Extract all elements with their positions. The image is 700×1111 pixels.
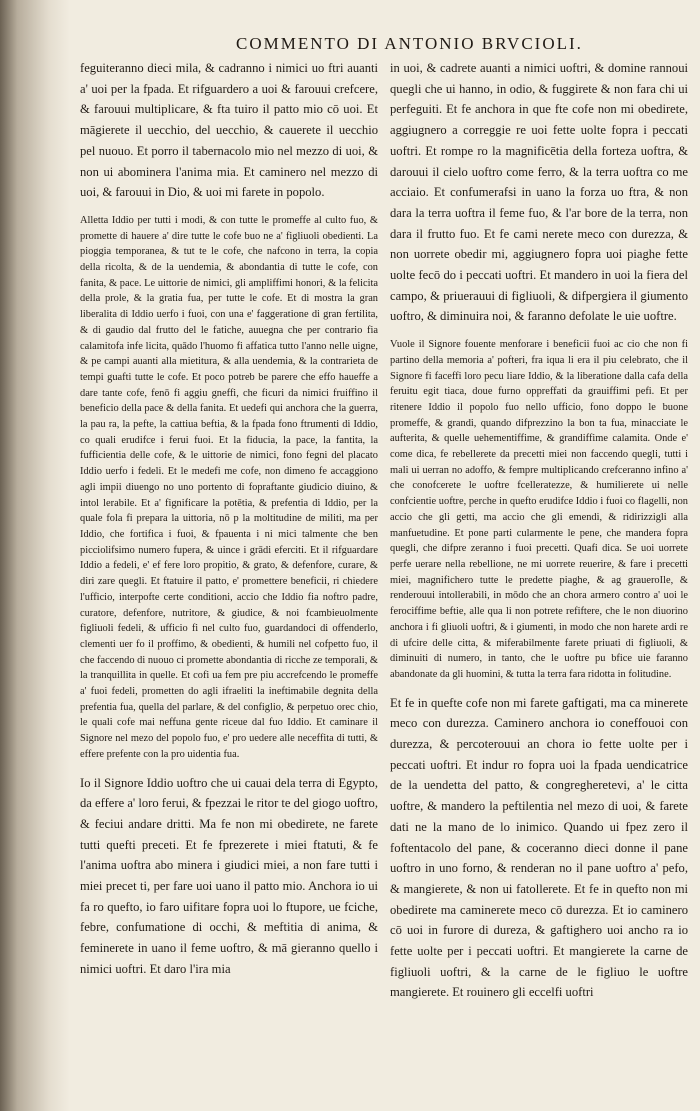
scripture-paragraph: Io il Signore Iddio uoftro che ui cauai dela terra di Egypto, da effere a' loro ferui, & fpezzai le ritor te del giogo uoftro, & feciui andare dritti. Ma fe non mi obedirete, ne farete tutti quefti preceti. Et fe fprezerete i miei ftatuti, & fe l'anima uoftra abo minera i giudici miei, a non fare tutti i miei precet ti, per fare uoi uano il patto mio. Anchora io ui fa ro quefto, io faro uifitare fopra uoi lo ftupore, ue fciche, febre, confumatione di occhi, & meftitia di anima, & feminerete in uano il feme uoftro, & mā gieranno quello i nimici uoftri. Et daro l'ira mia: [80, 775, 378, 976]
text-columns: [80, 58, 688, 1091]
running-head: COMMENTO DI ANTONIO BRVCIOLI.: [236, 34, 583, 53]
right-column: [390, 58, 688, 1091]
scripture-paragraph: Et fe in quefte cofe non mi farete gaftigati, ma ca minerete meco con durezza. Caminero anchora io coneffouoi con durezza, & percoterouui an chora io fette uolte per i peccati uoftri. Et indur ro fopra uoi la fpada uendicatrice de la uendetta del patto, & congregheretevi, a' le citta uoftre, & mandero la peftilentia nel mezo di uoi, & farete dati ne la mano de lo inimico. Quando ui fpez zero il foftentacolo del pane, & coceranno dieci donne il pane uoftro in uno forno, & renderan no il pane uoftro a' pefo, & mangierete, & non ui fatollerete. Et fe in quefto non mi obedirete ma caminerete meco cō durezza. Et io caminero cō uoi in furore di dureza, & gaftighero uoi ancho ra io fette uolte per i peccati uoftri. Et mangierete la carne de figliuoli uoftri, & la carne de le figliuo le uoftre mangierete. Et rouinero gli eccelfi uoftri: [390, 695, 688, 1000]
left-column: [80, 58, 378, 1091]
commentary-paragraph: Vuole il Signore fouente menforare i beneficii fuoi ac cio che non fi partino della memoria a' pofteri, fra iqua li era il piu celebrato, che il Signore fi faceffi loro pecu liare Iddio, & la liberatione dalla cafa della feruitu egit tiaca, doue furno oppreffati da grauiffimi pefi. Et per ritenere Iddio il popolo fuo nello ufficio, fono doppo le buone promeffe, & grandi, quando difprezzino la bon ta fua, minacciate le aufterita, & quelle uehementiffime, & grandiffime calamita. Onde e' come dica, fe rebellerete da precetti miei non faccendo quegli, tutti i mali ui uerran no adoffo, & fempre multiplicando crefceranno infino a' che conofcerete le uoftre fcelleratezze, & humilierete ui nelle confcientie uoftre, perche in quefto erudifce Iddio i fuoi co flagelli, non accio che gli getti, ma accio che gli emendi, & ridirizzigli alla manfuetudine. Et pone parti cularmente le pene, che mandera fopra quegli, che difpre zeranno i fuoi precetti. Quafi dica. Se uoi uorrete perfe uerare nella rebellione, ne mi uorrete reuerire, & fare i precetti miei, magnifichero tutte le predette piaghe, & ag graueroIle, & renderouui intollerabili, in mōdo che an chora armero contro a' uoi le ferociffime beftie, alle qua li non potrete refiftere, che le non diuorino anchora i fi gliuoli uoftri, & i giumenti, in modo che non harete ardi re di ufcire delle citta, & miferabilmente farete priuati di figliuoli, & diminuiti di numero, in tanto, che le uoftre pu bfice uie faranno abandonate da gli huomini, & tutta la terra fara ridotta in folitudine.: [390, 339, 688, 680]
scripture-paragraph: feguiteranno dieci mila, & cadranno i nimici uo ftri auanti a' uoi per la fpada. Et rifguardero a uoi & farouui crefcere, & farouui multiplicare, & fta tuiro il patto mio cō uoi. Et māgierete il uecchio, del uecchio, & cauerete il uecchio pel nuouo. Et porro il tabernacolo mio nel mezzo di uoi, & non ui abominera l'anima mia. Et caminero nel mezzo di uoi, & farouui in Dio, & uoi mi farete in popolo.: [80, 61, 378, 200]
scripture-paragraph: in uoi, & cadrete auanti a nimici uoftri, & domine rannoui quegli che ui hanno, in odio, & fuggirete & non fara chi ui perfeguiti. Et fe anchora in que fte cofe non mi obedirete, aggiugnero a correggie re uoi fette uolte fopra i peccati uoftri. Et rompe ro la magnificētia della forteza uoftra, & darouui il cielo uoftro come ferro, & la terra uoftra co me acciaio. Et confumerafsi in uano la forza uo ftra, & non dara la terra uoftra il feme fuo, & l'ar bore de la terra, non dara il frutto fuo. Et fe cami nerete meco con durezza, & non uorrete obedir mi, aggiugnero fopra uoi piaghe fette uolte fecō do i peccati uoftri. Et mandero in uoi la fiera del campo, & priuerauui di figliuoli, & difpergiera il giumento uoftro, & diminuira noi, & faranno defolate le uie uoftre.: [390, 61, 688, 324]
commentary-paragraph: Alletta Iddio per tutti i modi, & con tutte le promeffe al culto fuo, & promette di hauere a' dire tutte le cofe buo ne a' figliuoli obedienti. La pioggia temporanea, & tut te le cofe, che nafcono in terra, la copia della ricolta, & de la uendemia, & abondantia di tutte le cofe, con fanita, & pace. Le uittorie de nimici, gli ampliffimi honori, & la felicita della prole, & la gratia fua, per tutte le cofe. Et di mostra la gran liberalita di Iddio uerfo i fuoi, con una e' faggeratione di gran fertilita, & di gaudio dal frutto del le fatiche, auuegna che per contrario fia calamitofa infe licita, quādo l'huomo fi affatica tutto l'anno nelle uigne, & pe campi auanti alla mietitura, & alla uendemia, & la contrarieta de tempi guafti tutte le cofe. Et poco potreb be parere che effo haueffe a dare tante cofe, fenō fi aggiu gneffi, che ficuri da nimici fruiffino il beneficio della pace & della fanita. Et uedefi qui anchora che la guerra, la pau ra, la pefte, la cattiua beftia, & la fpada fono ftrumenti di Iddio, co quali erudifce i ferui fuoi. Et la fiducia, la pace, la fantita, la fufficientia delle cofe, & le uittorie de nimici, fono fegni del placato Iddio uerfo i fedeli. Et le medefi me cofe, non dimeno fe accaggiono agli impii diuengo no uno portento di fopraftante giudicio diuino, & intol lerabile. Et a' fignificare la potētia, & prefentia di Iddio, per la quale fola fi prepara la uittoria, nō p la moltitudine de militi, ma per Iddio, che fortifica i fuoi, & fpauenta i ni mici talmente che ben picciolifsimo numero fupera, & uince i grādi eferciti. Et il rifguardare Iddio a fedeli, e' ef fere loro propitio, & grato, & defenfore, curare, & diri zare quegli. Et ftatuire il patto, e' promettere beneficii, ri chiedere l'ufficio, interpofte certe conditioni, accio che Iddio fia noftro padre, curatore, defenfore, nutritore, & giudice, & noi fcambieuolmente figliuoli fedeli, & ufficio fi nel culto fuo, guardandoci di offenderlo, clementi uer fo il proffimo, & obedienti, & humili nel cofpetto fuo, il che faccendo di nuouo ci promette abondantia di ricche ze temporali, & la tranquillita in quelle. Et cofi ua fem pre piu accrefcendo le promeffe a' fuoi fedeli, prometten do agli ifraeliti la ineftimabile degnita della prefentia fua, quella del parlare, & del configlio, & perpetuo orec chio, le quali cofe mai neffuna gente riceue dal fuo Iddio. Et caminare il Signore nel mezo del popolo fuo, e' pro uedere alle neceffita di tutti, & effere prefente con la pro uidentia fua.: [80, 214, 378, 760]
page-gutter-shadow: [0, 0, 70, 1111]
